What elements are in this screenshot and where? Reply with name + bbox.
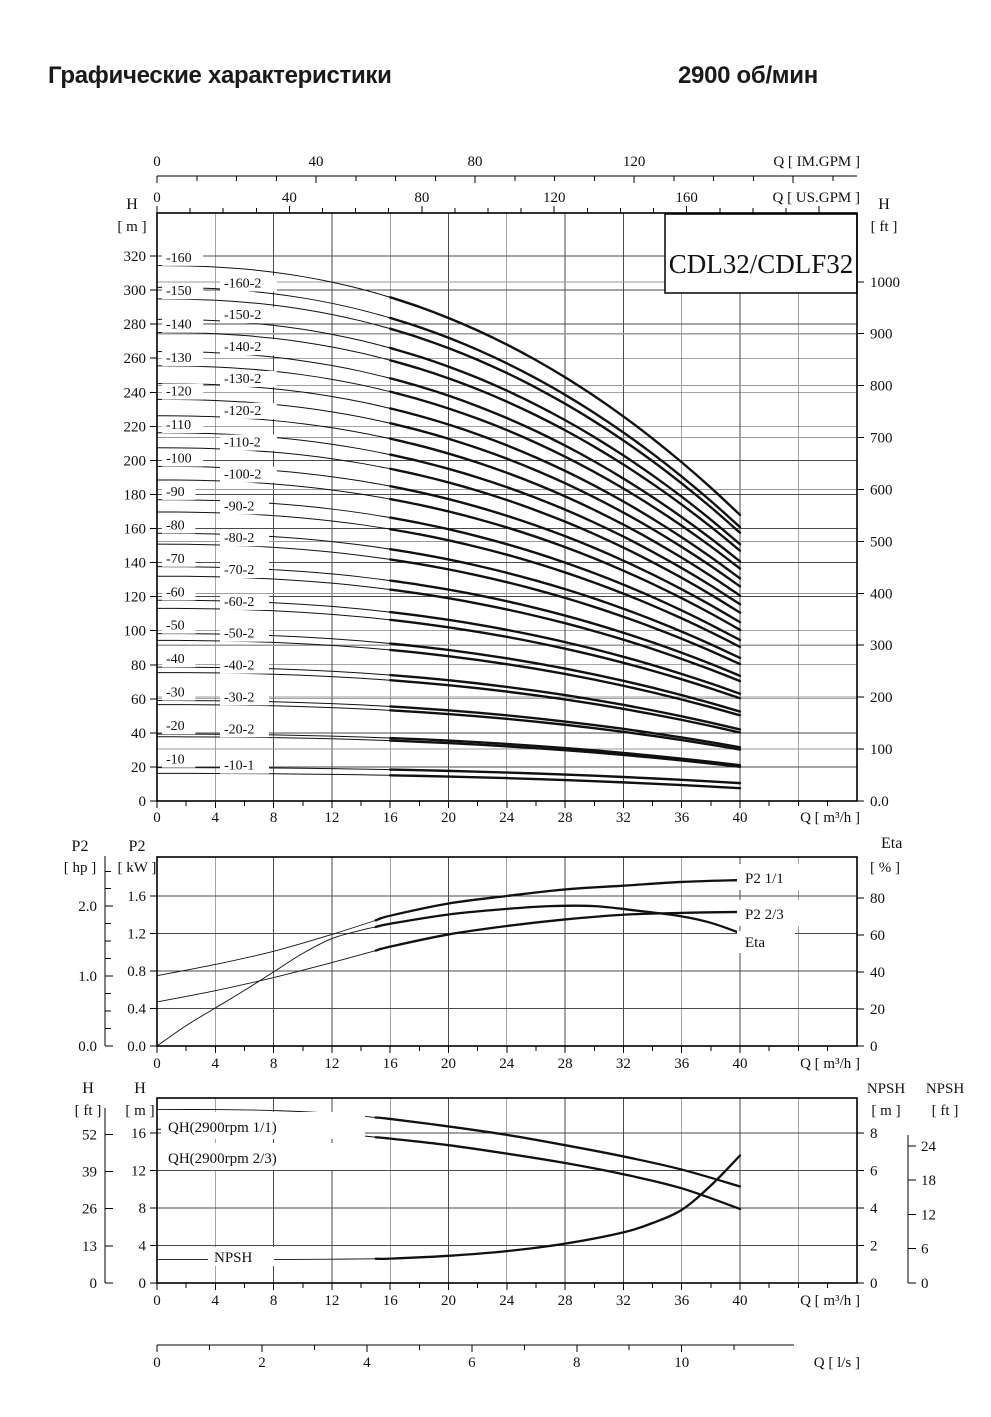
tick-label: 0.0 xyxy=(78,1039,97,1055)
tick-label: 80 xyxy=(131,657,146,674)
axis-title: [ kW ] xyxy=(117,860,157,876)
series-label-qh23: QH(2900rpm 2/3) xyxy=(168,1151,277,1167)
qh-npsh-chart xyxy=(75,1080,965,1371)
axis-p2-hp xyxy=(64,838,113,1055)
tick-label: 20 xyxy=(441,810,456,826)
tick-label: 24 xyxy=(499,1293,515,1309)
tick-label: 60 xyxy=(870,927,885,944)
curve-label--70-2: -70-2 xyxy=(224,562,255,578)
curve-label--10: -10 xyxy=(166,752,185,768)
series-P2-1/1-bold xyxy=(376,880,740,920)
curve-label--160-2: -160-2 xyxy=(224,276,262,292)
axis-h-m xyxy=(117,196,157,810)
tick-label: 8 xyxy=(269,1056,278,1072)
axis-title: H xyxy=(134,1080,146,1097)
tick-label: 20 xyxy=(870,1001,885,1018)
tick-label: 10 xyxy=(674,1355,690,1371)
tick-label: 8 xyxy=(573,1355,581,1371)
curve-label--70: -70 xyxy=(166,551,185,567)
tick-label: 20 xyxy=(441,1293,456,1309)
tick-label: 20 xyxy=(131,759,146,776)
tick-label: 0 xyxy=(870,1276,878,1292)
series-label-p2-11: P2 1/1 xyxy=(745,871,784,887)
axis-title: [ m ] xyxy=(871,1103,901,1119)
tick-label: 600 xyxy=(870,482,893,499)
axis-npsh-ft xyxy=(908,1081,964,1292)
tick-label: 0 xyxy=(153,1355,161,1371)
curve-label--120: -120 xyxy=(166,384,192,400)
axis-title: H xyxy=(878,196,890,213)
tick-label: 0 xyxy=(138,1276,146,1292)
tick-label: 800 xyxy=(870,378,893,395)
tick-label: 6 xyxy=(921,1241,929,1258)
axis-title: H xyxy=(126,196,138,213)
tick-label: 2 xyxy=(258,1355,266,1371)
tick-label: 240 xyxy=(123,385,146,402)
axis-npsh-m xyxy=(857,1081,905,1292)
series-QH-2900rpm-1-1--bold xyxy=(376,1118,740,1187)
tick-label: 12 xyxy=(324,810,340,826)
series-label-qh11: QH(2900rpm 1/1) xyxy=(168,1120,277,1136)
tick-label: 1.6 xyxy=(127,889,146,905)
tick-label: 400 xyxy=(870,586,893,603)
tick-label: 0 xyxy=(138,794,146,810)
tick-label: 0 xyxy=(153,1056,161,1072)
curve-label--140: -140 xyxy=(166,317,192,333)
series-QH-2900rpm-2-3--bold xyxy=(376,1137,740,1209)
p2-series-labels xyxy=(737,864,833,953)
tick-label: 12 xyxy=(324,1056,340,1072)
axis-q-usgpm xyxy=(153,190,860,213)
tick-label: 40 xyxy=(732,1293,748,1309)
tick-label: 2.0 xyxy=(78,899,97,916)
tick-label: 80 xyxy=(870,890,885,907)
curve-label--30: -30 xyxy=(166,685,185,701)
tick-label: 300 xyxy=(123,283,146,300)
tick-label: 160 xyxy=(123,521,146,538)
axis-q-imgpm xyxy=(153,154,860,183)
tick-label: 16 xyxy=(131,1126,146,1142)
curve-label--60: -60 xyxy=(166,585,185,601)
tick-label: 280 xyxy=(123,317,146,334)
tick-label: 36 xyxy=(674,1056,690,1072)
axis-title: P2 xyxy=(71,838,89,855)
tick-label: 40 xyxy=(308,154,324,170)
tick-label: 0 xyxy=(921,1276,929,1292)
page-title: Графические характеристики xyxy=(48,62,392,89)
curve-label--140-2: -140-2 xyxy=(224,340,262,356)
tick-label: 8 xyxy=(269,1293,278,1309)
axis-q-m3h xyxy=(153,801,860,826)
tick-label: 12 xyxy=(921,1207,936,1224)
curve-label--120-2: -120-2 xyxy=(224,403,262,419)
curve-label--60-2: -60-2 xyxy=(224,594,255,610)
curve-label--80-2: -80-2 xyxy=(224,531,255,547)
curve-label--130: -130 xyxy=(166,351,192,367)
axis-title-m3h: Q [ m³/h ] xyxy=(800,810,860,826)
tick-label: 0 xyxy=(870,1039,878,1055)
tick-label: 6 xyxy=(468,1355,476,1371)
tick-label: 32 xyxy=(615,1056,631,1072)
tick-label: 32 xyxy=(615,810,631,826)
tick-label: 4 xyxy=(211,1056,220,1072)
tick-label: 0.8 xyxy=(127,964,146,980)
tick-label: 260 xyxy=(123,351,146,368)
tick-label: 39 xyxy=(82,1164,97,1181)
curve-label--80: -80 xyxy=(166,518,185,534)
series-label-p2-23: P2 2/3 xyxy=(745,907,784,923)
tick-label: 4 xyxy=(211,810,220,826)
tick-label: 120 xyxy=(123,589,146,606)
tick-label: 0 xyxy=(153,810,161,826)
curve-label--100: -100 xyxy=(166,451,192,467)
tick-label: 13 xyxy=(82,1238,97,1255)
tick-label: 16 xyxy=(382,1293,398,1309)
tick-label: 0 xyxy=(153,1293,161,1309)
chart-title: CDL32/CDLF32 xyxy=(668,249,854,279)
axis-title: [ hp ] xyxy=(63,860,97,876)
axis-q-m3h-qh xyxy=(153,1283,860,1309)
axis-title: P2 xyxy=(128,838,146,855)
tick-label: 120 xyxy=(542,190,566,206)
tick-label: 26 xyxy=(82,1201,97,1218)
curve-label--150: -150 xyxy=(166,284,192,300)
axis-title: NPSH xyxy=(925,1081,965,1097)
curve-label--100-2: -100-2 xyxy=(224,467,262,483)
axis-title-imgpm: Q [ IM.GPM ] xyxy=(773,154,860,170)
axis-h-ft-qh xyxy=(75,1080,113,1292)
model-box xyxy=(665,214,857,293)
tick-label: 16 xyxy=(382,1056,398,1072)
axis-title: NPSH xyxy=(866,1081,906,1097)
axis-h-m-qh xyxy=(125,1080,157,1292)
main-qh-chart xyxy=(117,154,900,826)
axis-title-ls: Q [ l/s ] xyxy=(813,1355,860,1371)
series-label-npsh: NPSH xyxy=(214,1250,253,1266)
axis-h-ft xyxy=(857,196,900,810)
tick-label: 0.0 xyxy=(127,1039,146,1055)
qh-series-labels xyxy=(161,1112,365,1266)
tick-label: 4 xyxy=(211,1293,220,1309)
curve-label--160: -160 xyxy=(166,250,192,266)
series-Eta-thin xyxy=(157,927,376,1046)
tick-label: 24 xyxy=(921,1138,936,1155)
tick-label: 160 xyxy=(675,190,698,206)
tick-label: 16 xyxy=(382,810,398,826)
tick-label: 6 xyxy=(870,1163,878,1180)
tick-label: 4 xyxy=(138,1238,146,1255)
tick-label: 2 xyxy=(870,1238,878,1255)
axis-eta xyxy=(857,835,902,1055)
curve-label--50-2: -50-2 xyxy=(224,626,255,642)
tick-label: 28 xyxy=(557,1056,573,1072)
tick-label: 12 xyxy=(131,1163,146,1180)
tick-label: 32 xyxy=(615,1293,631,1309)
tick-label: 320 xyxy=(123,249,146,265)
tick-label: 36 xyxy=(674,810,690,826)
tick-label: 1000 xyxy=(870,274,900,291)
tick-label: 36 xyxy=(674,1293,690,1309)
tick-label: 40 xyxy=(870,964,885,981)
tick-label: 12 xyxy=(324,1293,340,1309)
tick-label: 24 xyxy=(499,1056,515,1072)
tick-label: 28 xyxy=(557,810,573,826)
axis-title-usgpm: Q [ US.GPM ] xyxy=(772,190,860,206)
tick-label: 100 xyxy=(870,742,893,759)
tick-label: 8 xyxy=(269,810,278,826)
tick-label: 40 xyxy=(131,725,146,742)
axis-title: H xyxy=(82,1080,94,1097)
curve-label--20-2: -20-2 xyxy=(224,722,255,738)
tick-label: 4 xyxy=(363,1355,371,1371)
tick-label: 1.0 xyxy=(78,969,97,986)
axis-title: Eta xyxy=(881,835,903,852)
tick-label: 0 xyxy=(153,190,161,206)
curve-label--40-2: -40-2 xyxy=(224,658,255,674)
tick-label: 40 xyxy=(732,1056,748,1072)
tick-label: 0.4 xyxy=(127,1001,146,1018)
curve-label--110-2: -110-2 xyxy=(224,435,261,451)
axis-q-ls xyxy=(153,1345,860,1371)
tick-label: 200 xyxy=(123,453,146,470)
p2-eta-chart xyxy=(64,835,903,1072)
tick-label: 120 xyxy=(622,154,646,170)
axis-title: [ % ] xyxy=(870,860,900,876)
axis-title-m3h: Q [ m³/h ] xyxy=(800,1056,860,1072)
tick-label: 24 xyxy=(499,810,515,826)
tick-label: 300 xyxy=(870,638,893,655)
axis-title-m3h: Q [ m³/h ] xyxy=(800,1293,860,1309)
tick-label: 4 xyxy=(870,1201,878,1217)
curve-label--20: -20 xyxy=(166,719,185,735)
curve-label--90-2: -90-2 xyxy=(224,499,255,515)
tick-label: 40 xyxy=(281,190,297,206)
tick-label: 220 xyxy=(123,419,146,436)
tick-label: 8 xyxy=(870,1126,878,1142)
rpm-label: 2900 об/мин xyxy=(678,62,818,89)
axis-title: [ ft ] xyxy=(870,219,898,235)
tick-label: 140 xyxy=(123,555,146,572)
tick-label: 0 xyxy=(89,1276,97,1292)
tick-label: 1.2 xyxy=(127,926,146,943)
axis-q-m3h-p2 xyxy=(153,1046,860,1072)
series-P2-1/1-thin xyxy=(157,920,376,975)
tick-label: 180 xyxy=(123,487,146,504)
curve-label--110: -110 xyxy=(166,417,192,433)
series-label-eta: Eta xyxy=(745,935,765,951)
curve-label--50: -50 xyxy=(166,618,185,634)
axis-title: [ ft ] xyxy=(74,1103,102,1119)
axis-title: [ m ] xyxy=(117,219,147,235)
tick-label: 900 xyxy=(870,326,893,343)
curve-label--90: -90 xyxy=(166,484,185,500)
tick-label: 80 xyxy=(467,154,483,170)
tick-label: 0 xyxy=(153,154,161,170)
curve-label--10-1: -10-1 xyxy=(224,758,255,774)
tick-label: 20 xyxy=(441,1056,456,1072)
tick-label: 60 xyxy=(131,691,146,708)
axis-p2-kw xyxy=(118,838,157,1055)
tick-label: 500 xyxy=(870,534,893,551)
tick-label: 0.0 xyxy=(870,794,889,810)
tick-label: 28 xyxy=(557,1293,573,1309)
axis-title: [ ft ] xyxy=(931,1103,959,1119)
curve-label--150-2: -150-2 xyxy=(224,308,262,324)
curve-label--30-2: -30-2 xyxy=(224,690,255,706)
curve-label--130-2: -130-2 xyxy=(224,371,262,387)
tick-label: 80 xyxy=(414,190,430,206)
tick-label: 18 xyxy=(921,1173,936,1190)
tick-label: 200 xyxy=(870,690,893,707)
tick-label: 8 xyxy=(138,1201,146,1217)
tick-label: 100 xyxy=(123,623,146,640)
curve-label--40: -40 xyxy=(166,652,185,668)
axis-title: [ m ] xyxy=(125,1103,155,1119)
tick-label: 700 xyxy=(870,430,893,447)
tick-label: 52 xyxy=(82,1127,97,1144)
tick-label: 40 xyxy=(732,810,748,826)
